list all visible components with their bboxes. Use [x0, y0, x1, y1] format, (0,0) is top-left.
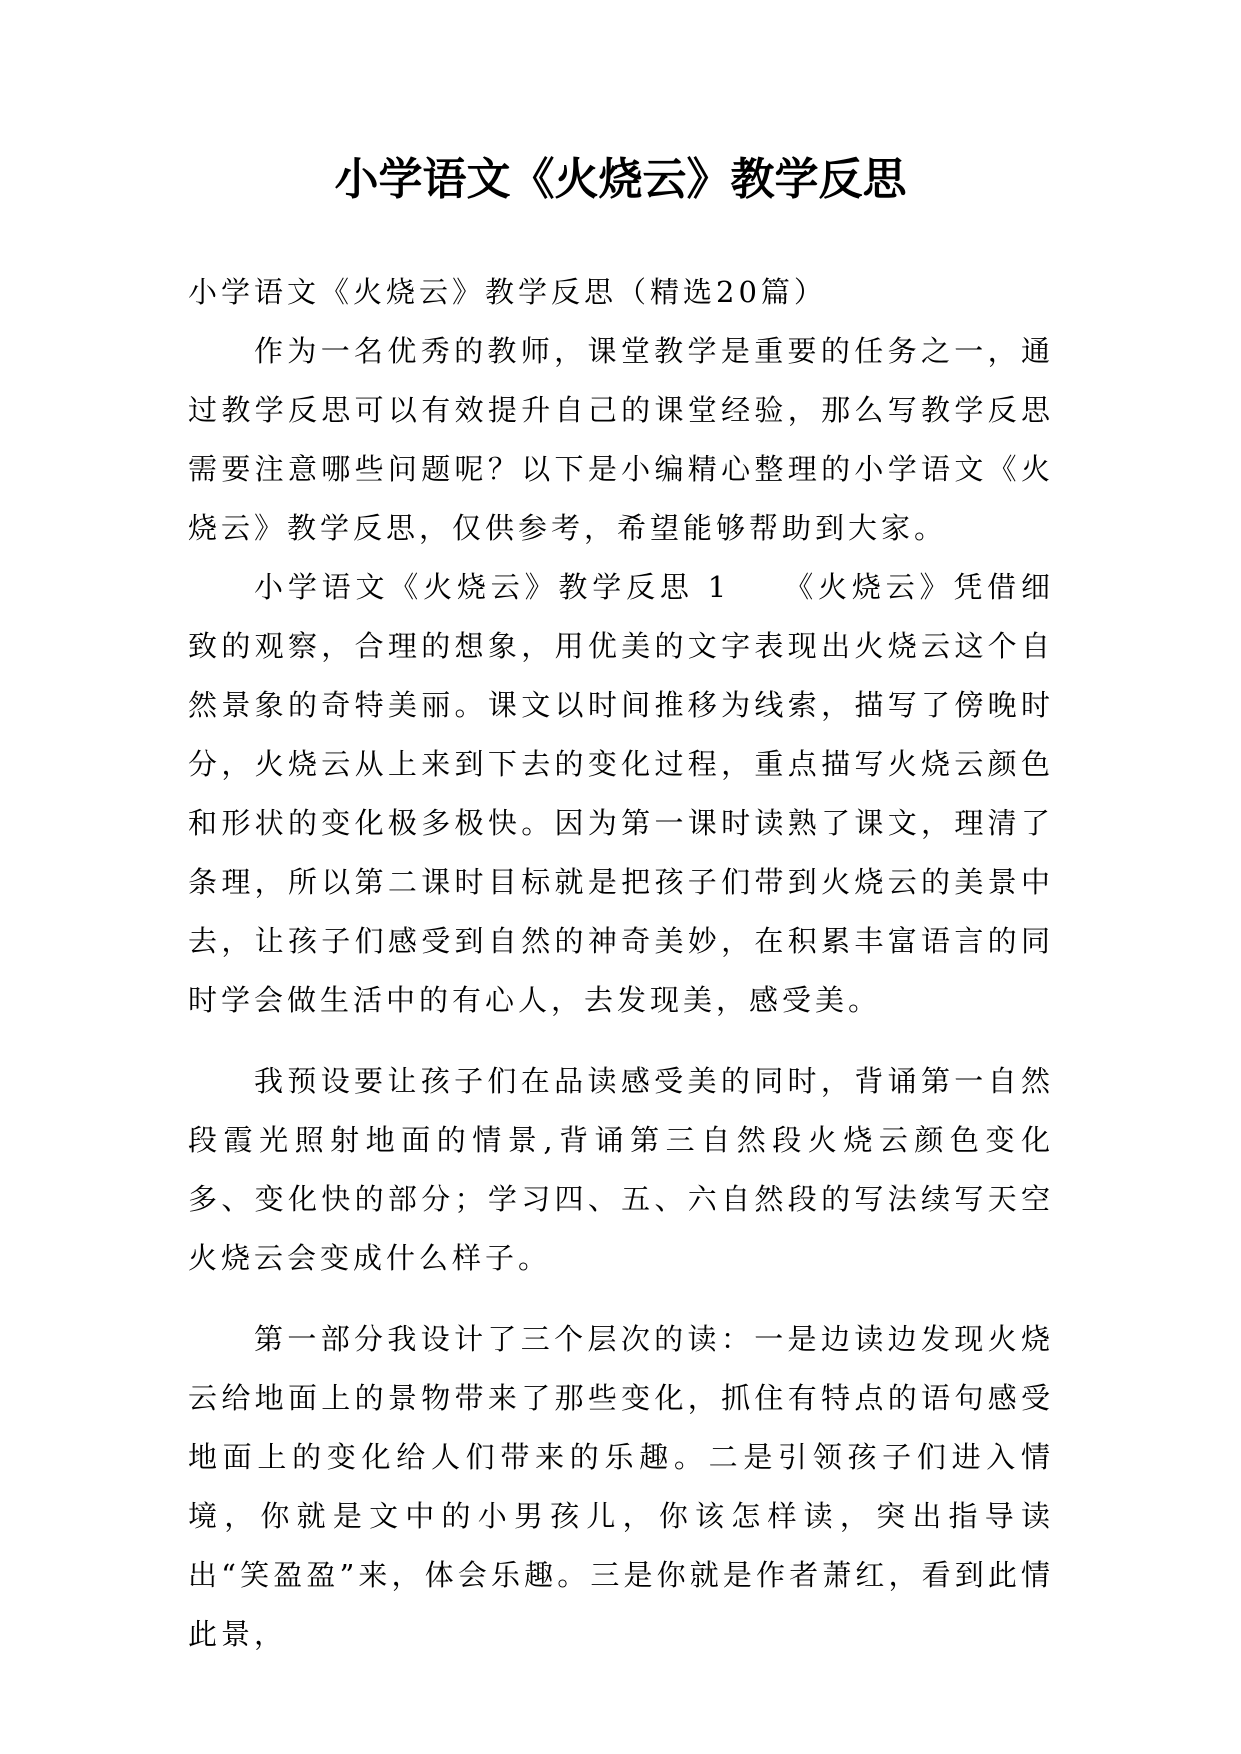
paragraph-part-one: 第一部分我设计了三个层次的读：一是边读边发现火烧云给地面上的景物带来了那些变化，抓住有特点的语句感受地面上的变化给人们带来的乐趣。二是引领孩子们进入情境，你就是文中的小男孩儿，你该怎样读，突出指导读出“笑盈盈”来，体会乐趣。三是你就是作者萧红，看到此情此景， — [188, 1322, 1054, 1651]
paragraph-plan: 我预设要让孩子们在品读感受美的同时，背诵第一自然段霞光照射地面的情景,背诵第三自然段火烧云颜色变化多、变化快的部分；学习四、五、六自然段的写法续写天空火烧云会变成什么样子。 — [188, 1064, 1054, 1275]
paragraph-intro: 作为一名优秀的教师，课堂教学是重要的任务之一，通过教学反思可以有效提升自己的课堂经验，那么写教学反思需要注意哪些问题呢？以下是小编精心整理的小学语文《火烧云》教学反思，仅供参考，希望能够帮助到大家。 — [188, 334, 1054, 545]
document-title: 小学语文《火烧云》教学反思 — [334, 154, 907, 205]
paragraph-reflection-1: 小学语文《火烧云》教学反思 1 《火烧云》凭借细致的观察，合理的想象，用优美的文字表现出火烧云这个自然景象的奇特美丽。课文以时间推移为线索，描写了傍晚时分，火烧云从上来到下去的变化过程，重点描写火烧云颜色和形状的变化极多极快。因为第一课时读熟了课文，理清了条理，所以第二课时目标就是把孩子们带到火烧云的美景中去，让孩子们感受到自然的神奇美妙，在积累丰富语言的同时学会做生活中的有心人，去发现美，感受美。 — [188, 570, 1054, 1017]
document-body — [188, 263, 1054, 1664]
document-subtitle: 小学语文《火烧云》教学反思（精选20篇） — [188, 275, 827, 309]
